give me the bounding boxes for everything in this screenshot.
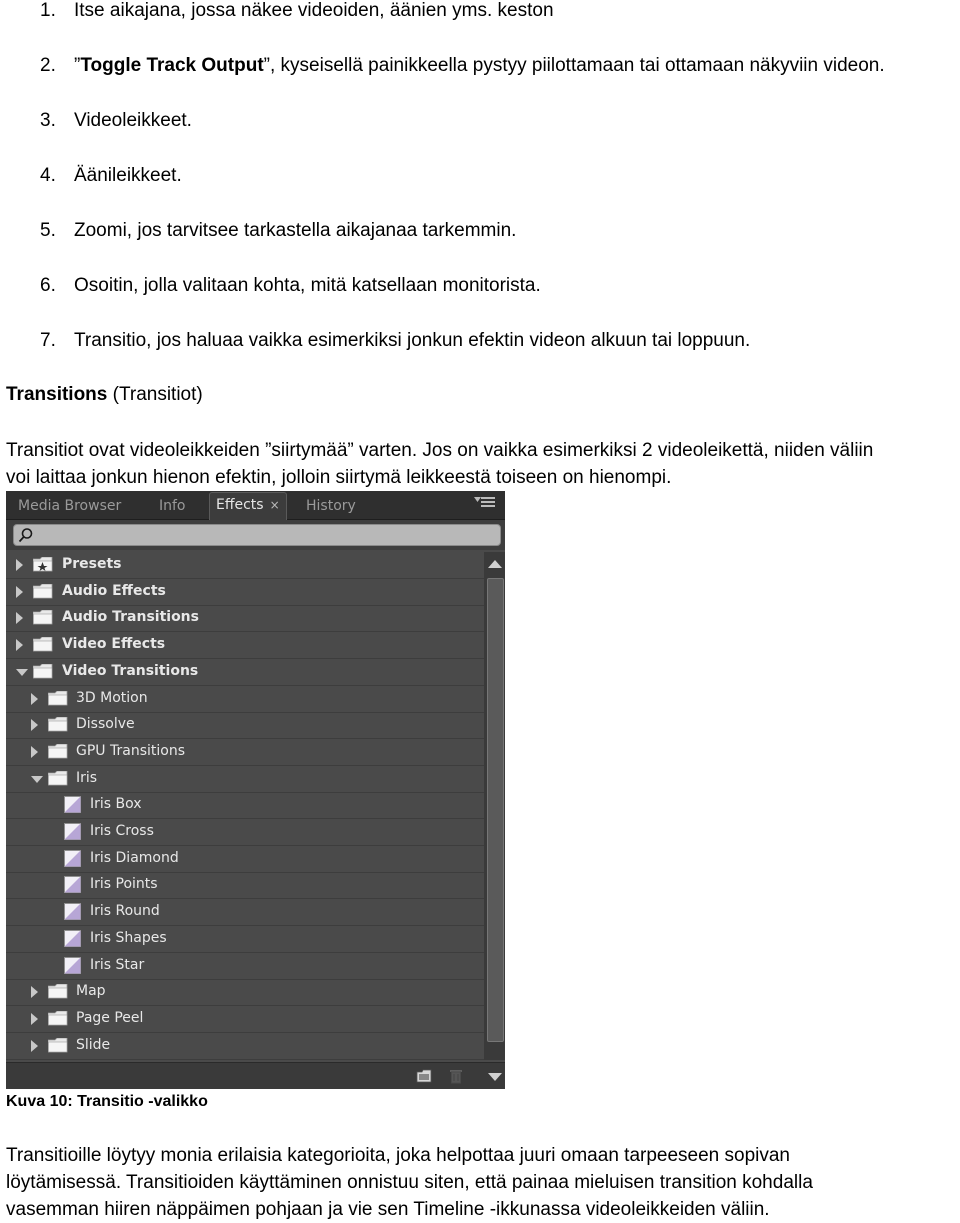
expand-down-triangle-icon[interactable] [16,669,28,676]
scroll-up-arrow-icon[interactable] [488,560,502,568]
tree-item-label: Iris Star [90,957,145,973]
tree-item[interactable] [6,899,484,926]
panel-menu-icon[interactable] [477,497,495,511]
outro-line: löytämisessä. Transitioiden käyttäminen onnistuu siten, että painaa mieluisen transition kohdalla [6,1172,813,1193]
list-number: 3. [40,110,56,131]
collapse-right-triangle-icon[interactable] [31,719,38,731]
tab-effects[interactable] [209,492,287,520]
folder-icon [48,771,68,786]
list-bold-term: Toggle Track Output [80,55,264,76]
scroll-down-arrow-icon[interactable] [488,1073,502,1081]
list-text: ”, kyseisellä painikkeella pystyy piilottamaan tai ottamaan näkyviin videon. [263,55,885,76]
tree-item-label: Page Peel [76,1010,144,1026]
list-number: 2. [40,55,56,76]
transition-icon [64,823,81,840]
list-text: Äänileikkeet. [74,165,182,186]
folder-icon [48,717,68,732]
list-text: Videoleikkeet. [74,110,192,131]
tree-item[interactable] [6,659,484,686]
tree-item-label: Iris [76,770,98,786]
tree-item[interactable] [6,605,484,632]
tree-item[interactable] [6,766,484,793]
tree-item-label: Slide [76,1037,111,1053]
folder-icon [33,610,53,625]
heading-bold: Transitions [6,384,108,405]
collapse-right-triangle-icon[interactable] [16,639,23,651]
panel-tab-bar [6,491,505,520]
tab-effects-label: Effects [216,497,264,513]
scrollbar[interactable] [484,552,505,1060]
collapse-right-triangle-icon[interactable] [31,986,38,998]
list-item [40,165,182,187]
effects-panel [6,491,505,1089]
search-icon [18,527,34,543]
outro-line: Transitioille löytyy monia erilaisia kategorioita, joka helpottaa juuri omaan tarpeeseen sopivan [6,1145,791,1166]
list-item [40,220,516,242]
tree-item[interactable] [6,846,484,873]
list-item [40,55,885,77]
figure-caption: Kuva 10: Transitio -valikko [6,1093,208,1110]
list-number: 1. [40,0,56,21]
tree-item[interactable] [6,979,484,1006]
tree-item-label: Iris Diamond [90,850,179,866]
transition-icon [64,957,81,974]
collapse-right-triangle-icon[interactable] [31,1040,38,1052]
transition-icon [64,876,81,893]
tree-item[interactable] [6,739,484,766]
preset-folder-icon [33,557,53,572]
trash-icon[interactable] [449,1068,463,1084]
scrollbar-thumb[interactable] [487,578,504,1042]
tree-item[interactable] [6,552,484,579]
tree-item-label: Audio Effects [62,583,166,599]
tab-media-browser[interactable]: Media Browser [18,498,122,514]
transition-icon [64,930,81,947]
outro-line: vasemman hiiren näppäimen pohjaan ja vie sen Timeline -ikkunassa videoleikkeiden väliin. [6,1199,770,1220]
tree-item[interactable] [6,792,484,819]
folder-icon [48,984,68,999]
tree-item-label: Audio Transitions [62,609,199,625]
new-bin-icon[interactable] [416,1069,432,1083]
tree-item-label: Iris Box [90,796,142,812]
tree-item[interactable] [6,819,484,846]
folder-icon [33,584,53,599]
tree-item-label: Video Effects [62,636,166,652]
folder-icon [48,1011,68,1026]
heading-rest: (Transitiot) [107,384,203,405]
collapse-right-triangle-icon[interactable] [16,612,23,624]
search-input[interactable] [13,524,501,546]
panel-bottom-bar [6,1062,505,1089]
tree-item-label: Map [76,983,106,999]
tree-item-label: Iris Round [90,903,160,919]
tree-item-label: Presets [62,556,122,572]
tree-item-label: Iris Shapes [90,930,167,946]
close-icon[interactable]: × [269,498,280,512]
list-text: Zoomi, jos tarvitsee tarkastella aikajanaa tarkemmin. [74,220,517,241]
collapse-right-triangle-icon[interactable] [16,559,23,571]
tree-item-label: Iris Cross [90,823,154,839]
list-text: Osoitin, jolla valitaan kohta, mitä katsellaan monitorista. [74,275,541,296]
transition-icon [64,903,81,920]
search-row [6,520,505,550]
tree-item-label: Iris Points [90,876,158,892]
collapse-right-triangle-icon[interactable] [31,1013,38,1025]
list-text: Itse aikajana, jossa näkee videoiden, äänien yms. keston [74,0,554,21]
tree-item-label: 3D Motion [76,690,148,706]
tab-info[interactable]: Info [159,498,186,514]
folder-icon [33,664,53,679]
expand-down-triangle-icon[interactable] [31,776,43,783]
tree-item[interactable] [6,632,484,659]
intro-line: voi laittaa jonkun hienon efektin, jolloin siirtymä leikkeestä toiseen on hienompi. [6,467,672,488]
collapse-right-triangle-icon[interactable] [31,693,38,705]
folder-icon [48,744,68,759]
list-text: Transitio, jos haluaa vaikka esimerkiksi jonkun efektin videon alkuun tai loppuun. [74,330,751,351]
tree-item[interactable] [6,579,484,606]
tree-item-label: Video Transitions [62,663,199,679]
folder-icon [48,691,68,706]
tree-item[interactable] [6,1006,484,1033]
list-number: 4. [40,165,56,186]
intro-line: Transitiot ovat videoleikkeiden ”siirtymää” varten. Jos on vaikka esimerkiksi 2 videoleikettä, niiden väliin [6,440,874,461]
collapse-right-triangle-icon[interactable] [16,586,23,598]
list-number: 5. [40,220,56,241]
transition-icon [64,850,81,867]
list-number: 6. [40,275,56,296]
tree-item[interactable] [6,926,484,953]
tree-item-label: Dissolve [76,716,135,732]
list-item [40,275,541,297]
folder-icon [48,1038,68,1053]
quote-mark: ” [74,55,81,76]
collapse-right-triangle-icon[interactable] [31,746,38,758]
list-item [40,110,192,132]
tree-item[interactable] [6,1033,484,1060]
section-heading [6,381,203,408]
tree-item[interactable] [6,953,484,980]
list-number: 7. [40,330,56,351]
transition-icon [64,796,81,813]
tree-item[interactable] [6,872,484,899]
tree-item[interactable] [6,686,484,713]
folder-icon [33,637,53,652]
tree-item-label: GPU Transitions [76,743,185,759]
list-item [40,0,554,22]
effects-tree [6,552,484,1060]
tree-item[interactable] [6,712,484,739]
list-item [40,330,750,352]
tab-history[interactable]: History [306,498,356,514]
